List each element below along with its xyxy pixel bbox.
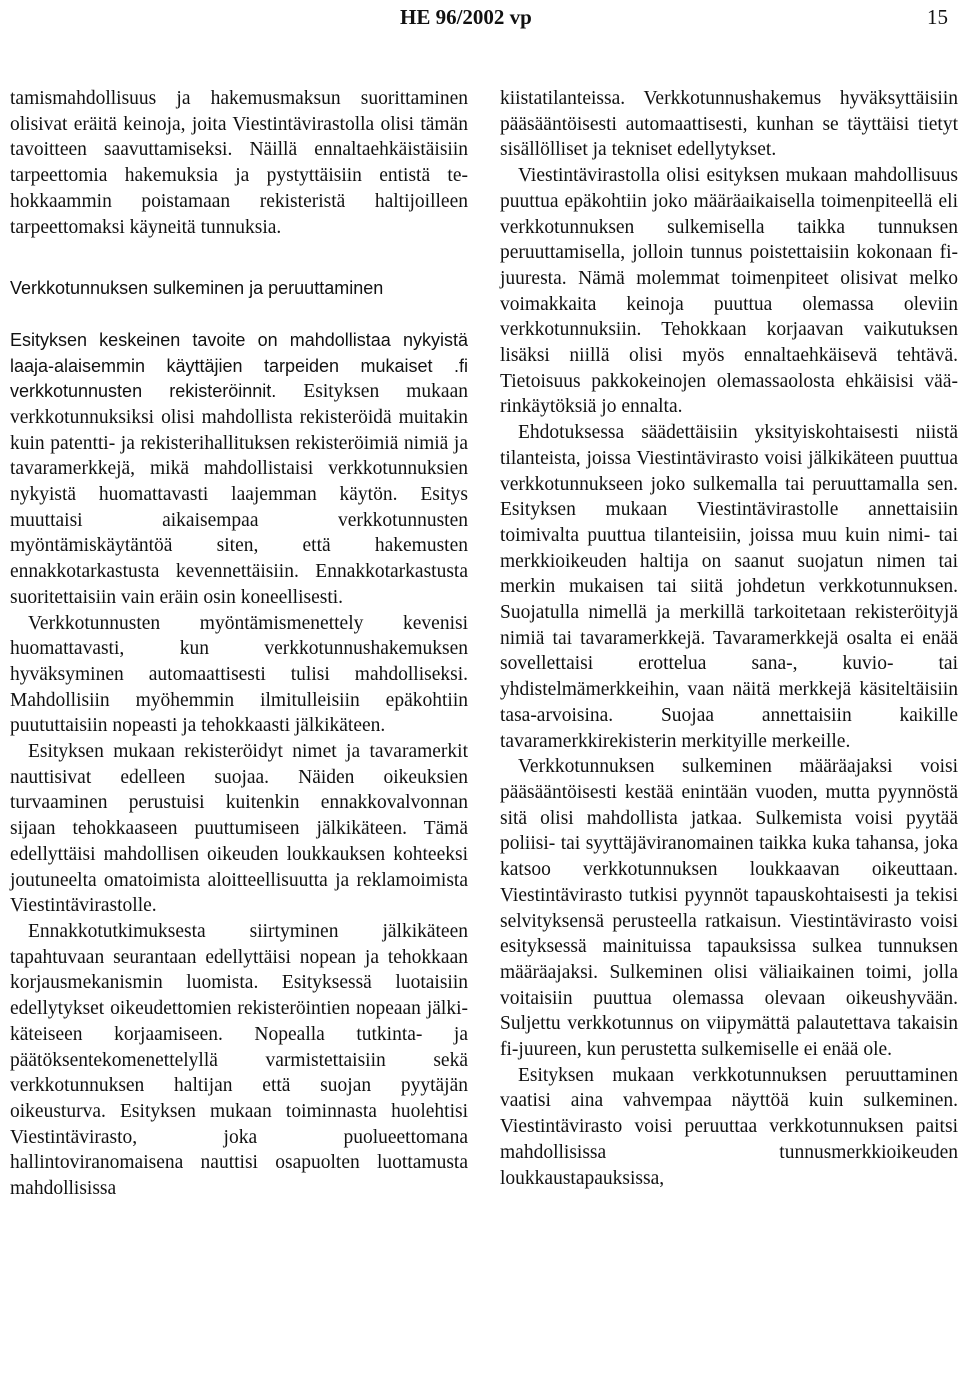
lead-serif-text: Esityksen mukaan verkkotunnuksiksi olisi mahdollista rekisteröidä muitakin kuin patentti- ja rekisterihallituksen rekisteröimiä nimiä ja tavaramerkkejä, mikä mahdollistaisi verkkotunnuksien nykyistä huomattavasti laajemman käytön. Esitys muuttaisi aikaisempaa verkkotunnusten myöntämiskäytäntöä siten, että hakemusten ennakkotarkastusta kevennettäisiin. Ennakkotarkastusta suoritettaisiin vain eräin osin koneellisesti.: [10, 381, 468, 608]
page-header: [0, 0, 960, 32]
intro-paragraph: tamismahdollisuus ja hakemusmaksun suorittaminen olisivat eräitä keinoja, joita Viestintävirastolla olisi tämän tavoitteen saavuttamiseksi. Näillä ennaltaehkäistäisiin tarpeettomia hakemuksia ja pystyttäisiin entistä tehokkaammin poistamaan rekisteristä haltijoilleen tarpeettomaksi käyneitä tunnuksia.: [10, 88, 468, 238]
lead-sans-text: Esityksen keskeinen tavoite on mahdollistaa nykyistä laaja-alaisemmin käyttäjien tarpeiden mukaiset .fi verkkotunnusten rekisteröinnit.: [10, 329, 468, 402]
body-paragraph: Esityksen mukaan verkkotunnuksen peruuttaminen vaatisi aina vahvempaa näyttöä kuin sulkeminen. Viestintävirasto voisi peruuttaa verkkotunnuksen paitsi mahdollisissa tunnusmerkkioikeuden loukkaustapauksissa,: [500, 1064, 958, 1189]
right-column: [500, 86, 958, 1191]
body-paragraph: Verkkotunnusten myöntämismenettely kevenisi huomattavasti, kun verkkotunnushakemuksen hyväksyminen automaattisesti tulisi mahdolliseksi. Mahdollisiin myöhemmin ilmitulleisiin epäkohtiin puututtaisiin nopeasti ja tehokkaasti jälkikäteen.: [10, 612, 468, 737]
continuation-paragraph: kiistatilanteissa. Verkkotunnushakemus hyväksyttäisiin pääsääntöisesti automaattisesti, kunhan se täyttäisi tietyt sisällölliset ja tekniset edellytykset.: [500, 88, 958, 161]
body-paragraph: Viestintävirastolla olisi esityksen mukaan mahdollisuus puuttua epäkohtiin joko määräaikaisella toimenpiteellä eli verkkotunnuksen sulkemisella taikka tunnuksen peruuttamisella, jolloin tunnus poistettaisiin kokonaan fijuuresta. Nämä molemmat toimenpiteet olisivat melko voimakkaita keinoja puuttua olemassa oleviin verkkotunnuksiin. Tehokkaan korjaavan vaikutuksen lisäksi niillä olisi myös ennaltaehkäisevä tehtävä. Tietoisuus pakkokeinojen olemassaolosta ehkäisisi väärinkäytöksiä jo ennalta.: [500, 165, 958, 418]
body-paragraph: Esityksen mukaan rekisteröidyt nimet ja tavaramerkit nauttisivat edelleen suojaa. Näiden oikeuksien turvaaminen perustuisi kuitenkin ennakkovalvonnan sijaan tehokkaaseen puuttumiseen jälkikäteen. Tämä edellyttäisi mahdollisen oikeuden loukkauksen kohteeksi joutuneelta omatoimista aloitteellisuutta ja reklamoimista Viestintävirastolle.: [10, 741, 468, 917]
body-paragraph: Verkkotunnuksen sulkeminen määräajaksi voisi pääsääntöisesti kestää enintään vuoden, mutta pyynnöstä sitä olisi mahdollista jatkaa. Sulkemista voisi pyytää poliisi- tai syyttäjäviranomainen taikka kuka tahansa, joka katsoo verkkotunnuksen loukkaavan oikeuttaan. Viestintävirasto tutkisi pyynnöt tapauskohtaisesti ja tekisi selvityksensä perusteella ratkaisun. Viestintävirasto voisi esityksessä mainituissa tapauksissa sulkea tunnuksen määräajaksi. Sulkeminen olisi väliaikainen toimi, jolla voitaisiin puuttua olemassa olevaan oikeushyvään. Suljettu verkkotunnus on viipymättä palautettava takaisin fi-juureen, kun perustetta sulkemiselle ei enää ole.: [500, 756, 958, 1061]
left-column: [10, 86, 468, 1202]
lead-paragraph: [10, 328, 468, 611]
page-number: 15: [927, 5, 948, 29]
section-heading: Verkkotunnuksen sulkeminen ja peruuttaminen: [10, 278, 384, 299]
document-id: HE 96/2002 vp: [400, 5, 532, 29]
body-paragraph: Ehdotuksessa säädettäisiin yksityiskohtaisesti niistä tilanteista, joissa Viestintävirasto voisi jälkikäteen puuttua verkkotunnukseen joko sulkemalla tai peruuttamalla sen. Esityksen mukaan Viestintävirastolle annettaisiin toimivalta puuttua tilanteisiin, joissa muu kuin nimi- tai merkkioikeuden haltija on saanut suojatun nimen tai merkin mukaisen tai siitä johdetun verkkotunnuksen. Suojatulla nimellä ja merkillä tarkoitetaan rekisteröityjä nimiä tai tavaramerkkejä. Tavaramerkkejä osalta ei enää sovellettaisi erottelua sana-, kuvio- tai yhdistelmämerkkeihin, vaan näitä merkkejä käsiteltäisiin tasa-arvoisina. Suojaa annettaisiin kaikille tavaramerkkirekisterin merkityille merkeille.: [500, 422, 958, 752]
body-paragraph: Ennakkotutkimuksesta siirtyminen jälkikäteen tapahtuvaan seurantaan edellyttäisi nopean ja tehokkaan korjausmekanismin luomista. Esityksessä luotaisiin edellytykset oikeudettomien rekisteröintien nopeaan jälkikäteiseen korjaamiseen. Nopealla tutkinta- ja päätöksentekomenettelyllä varmistettaisiin sekä verkkotunnuksen haltijan että suojan pyytäjän oikeusturva. Esityksen mukaan toiminnasta huolehtisi Viestintävirasto, joka puolueettomana hallintoviranomaisena nauttisi osapuolten luottamusta mahdollisissa: [10, 920, 468, 1200]
